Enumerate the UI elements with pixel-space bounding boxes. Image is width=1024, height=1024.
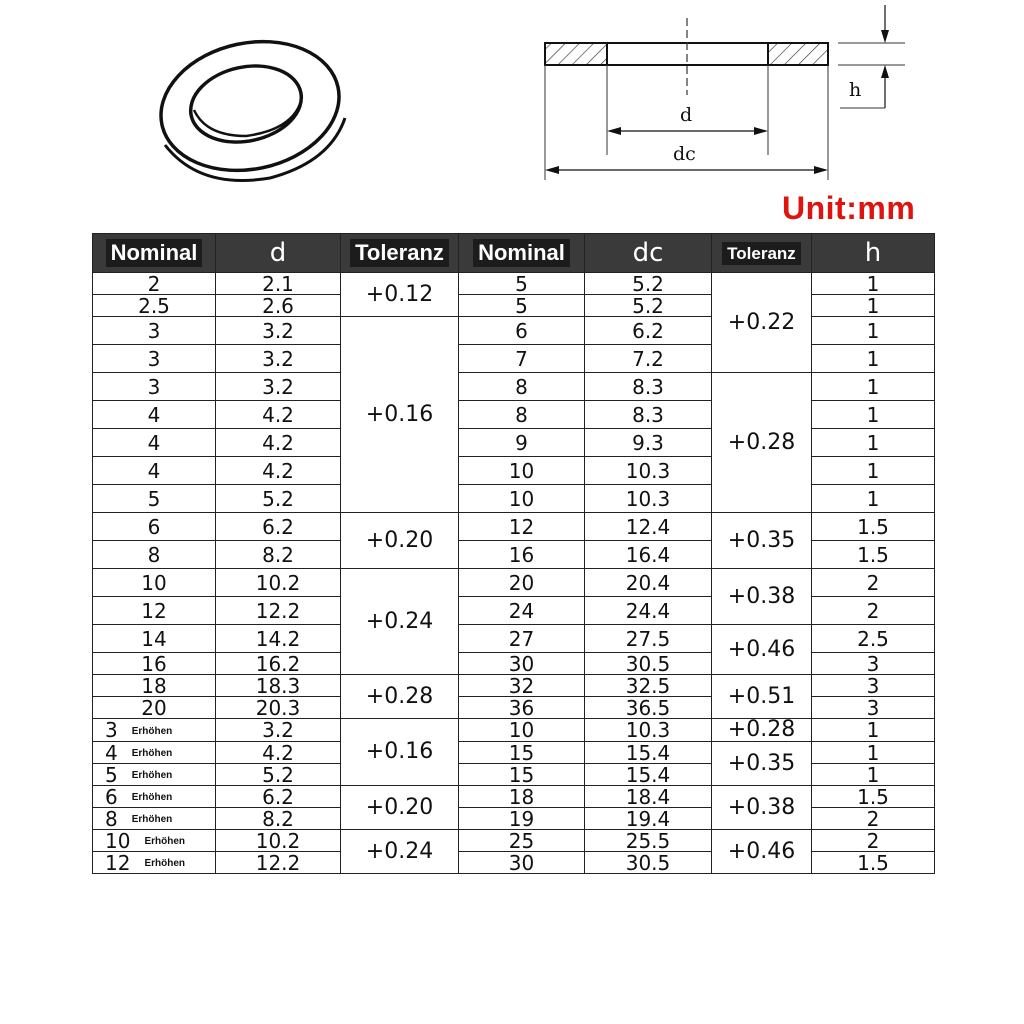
dc-cell: 7.2 [585, 345, 712, 373]
d-cell: 12.2 [216, 852, 341, 874]
table-row [93, 625, 935, 653]
tolerance-left-cell: +0.16 [341, 719, 459, 786]
nominal-right-cell: 6 [459, 317, 585, 345]
table-row [93, 373, 935, 401]
h-cell: 1.5 [812, 513, 935, 541]
h-cell: 1.5 [812, 541, 935, 569]
d-cell: 4.2 [216, 429, 341, 457]
d-cell: 5.2 [216, 485, 341, 513]
header-nominal-right: Nominal [459, 234, 585, 273]
nominal-left-cell [93, 719, 216, 742]
raised-tag: Erhöhen [131, 814, 173, 825]
h-cell: 1 [812, 764, 935, 786]
h-cell: 2 [812, 569, 935, 597]
h-cell: 1.5 [812, 852, 935, 874]
nominal-left-cell: 5 [93, 485, 216, 513]
header-tolerance-right: Toleranz [712, 234, 812, 273]
nominal-left-cell: 4 [93, 429, 216, 457]
tolerance-right-cell: +0.38 [712, 569, 812, 625]
nominal-left-cell: 3 [93, 373, 216, 401]
raised-tag: Erhöhen [131, 748, 173, 759]
nominal-left-cell [93, 742, 216, 764]
nominal-right-cell: 7 [459, 345, 585, 373]
diagram-label-d: d [680, 104, 693, 126]
unit-label: Unit:mm [782, 190, 916, 226]
d-cell: 3.2 [216, 317, 341, 345]
diagram-label-dc: dc [673, 143, 696, 165]
nominal-right-cell: 27 [459, 625, 585, 653]
nominal-left-cell: 20 [93, 697, 216, 719]
nominal-left-value: 8 [105, 807, 118, 830]
h-cell: 2.5 [812, 625, 935, 653]
tolerance-left-cell: +0.28 [341, 675, 459, 719]
dc-cell: 5.2 [585, 273, 712, 295]
tolerance-right-cell: +0.22 [712, 273, 812, 373]
dc-cell: 18.4 [585, 786, 712, 808]
h-cell: 1 [812, 719, 935, 742]
tolerance-right-cell: +0.51 [712, 675, 812, 719]
tolerance-right-cell: +0.28 [712, 373, 812, 513]
tolerance-right-cell: +0.35 [712, 513, 812, 569]
nominal-right-cell: 15 [459, 764, 585, 786]
h-cell: 1 [812, 457, 935, 485]
nominal-right-cell: 24 [459, 597, 585, 625]
nominal-right-cell: 5 [459, 273, 585, 295]
nominal-left-cell: 16 [93, 653, 216, 675]
h-cell: 2 [812, 808, 935, 830]
h-cell: 3 [812, 697, 935, 719]
d-cell: 8.2 [216, 541, 341, 569]
dc-cell: 10.3 [585, 457, 712, 485]
dc-cell: 10.3 [585, 719, 712, 742]
dc-cell: 10.3 [585, 485, 712, 513]
tolerance-right-cell: +0.38 [712, 786, 812, 830]
nominal-left-cell: 12 [93, 597, 216, 625]
d-cell: 4.2 [216, 457, 341, 485]
header-d: d [216, 234, 341, 273]
nominal-left-value: 10 [105, 829, 131, 852]
dc-cell: 8.3 [585, 401, 712, 429]
table-header-row [93, 234, 935, 273]
nominal-right-cell: 9 [459, 429, 585, 457]
nominal-left-cell: 10 [93, 569, 216, 597]
tolerance-left-cell: +0.12 [341, 273, 459, 317]
nominal-right-cell: 30 [459, 852, 585, 874]
dc-cell: 15.4 [585, 742, 712, 764]
nominal-left-cell: 4 [93, 457, 216, 485]
nominal-right-cell: 30 [459, 653, 585, 675]
tolerance-right-cell: +0.46 [712, 830, 812, 874]
nominal-left-cell: 18 [93, 675, 216, 697]
d-cell: 2.6 [216, 295, 341, 317]
nominal-left-value: 6 [105, 785, 118, 808]
table-body [93, 273, 935, 874]
nominal-left-cell: 3 [93, 317, 216, 345]
table-row [93, 786, 935, 808]
nominal-right-cell: 36 [459, 697, 585, 719]
h-cell: 2 [812, 597, 935, 625]
h-cell: 1 [812, 485, 935, 513]
nominal-left-cell: 14 [93, 625, 216, 653]
h-cell: 1 [812, 742, 935, 764]
table-row [93, 830, 935, 852]
tolerance-left-cell: +0.24 [341, 830, 459, 874]
h-cell: 1 [812, 373, 935, 401]
nominal-left-value: 3 [105, 718, 118, 742]
h-cell: 2 [812, 830, 935, 852]
d-cell: 3.2 [216, 373, 341, 401]
nominal-right-cell: 10 [459, 485, 585, 513]
nominal-left-cell: 2 [93, 273, 216, 295]
dc-cell: 30.5 [585, 852, 712, 874]
raised-tag: Erhöhen [131, 725, 173, 737]
nominal-left-value: 12 [105, 851, 131, 874]
h-cell: 1.5 [812, 786, 935, 808]
diagram-label-h: h [849, 79, 862, 101]
table-row [93, 675, 935, 697]
nominal-left-cell: 3 [93, 345, 216, 373]
nominal-right-cell: 18 [459, 786, 585, 808]
nominal-left-cell [93, 830, 216, 852]
d-cell: 4.2 [216, 401, 341, 429]
nominal-left-cell [93, 764, 216, 786]
h-cell: 3 [812, 675, 935, 697]
h-cell: 3 [812, 653, 935, 675]
h-cell: 1 [812, 317, 935, 345]
raised-tag: Erhöhen [144, 836, 186, 847]
d-cell: 5.2 [216, 764, 341, 786]
d-cell: 4.2 [216, 742, 341, 764]
nominal-left-cell [93, 808, 216, 830]
d-cell: 8.2 [216, 808, 341, 830]
nominal-right-cell: 12 [459, 513, 585, 541]
h-cell: 1 [812, 273, 935, 295]
dc-cell: 15.4 [585, 764, 712, 786]
d-cell: 10.2 [216, 569, 341, 597]
d-cell: 6.2 [216, 786, 341, 808]
nominal-right-cell: 8 [459, 401, 585, 429]
tolerance-left-cell: +0.20 [341, 786, 459, 830]
tolerance-left-cell: +0.24 [341, 569, 459, 675]
d-cell: 18.3 [216, 675, 341, 697]
dc-cell: 24.4 [585, 597, 712, 625]
header-h: h [812, 234, 935, 273]
nominal-right-cell: 19 [459, 808, 585, 830]
dc-cell: 20.4 [585, 569, 712, 597]
raised-tag: Erhöhen [131, 770, 173, 781]
table-row [93, 719, 935, 742]
d-cell: 3.2 [216, 719, 341, 742]
d-cell: 16.2 [216, 653, 341, 675]
nominal-right-cell: 15 [459, 742, 585, 764]
d-cell: 2.1 [216, 273, 341, 295]
d-cell: 12.2 [216, 597, 341, 625]
tolerance-right-cell: +0.28 [712, 719, 812, 742]
d-cell: 14.2 [216, 625, 341, 653]
h-cell: 1 [812, 401, 935, 429]
table-row [93, 273, 935, 295]
d-cell: 6.2 [216, 513, 341, 541]
nominal-right-cell: 5 [459, 295, 585, 317]
nominal-left-cell: 6 [93, 513, 216, 541]
header-dc: dc [585, 234, 712, 273]
dc-cell: 12.4 [585, 513, 712, 541]
nominal-left-cell: 8 [93, 541, 216, 569]
raised-tag: Erhöhen [144, 858, 186, 869]
header-tolerance-left: Toleranz [341, 234, 459, 273]
washer-size-table [92, 233, 935, 874]
tolerance-right-cell: +0.46 [712, 625, 812, 675]
dc-cell: 8.3 [585, 373, 712, 401]
dc-cell: 9.3 [585, 429, 712, 457]
table-row [93, 513, 935, 541]
table-row [93, 569, 935, 597]
tolerance-left-cell: +0.16 [341, 317, 459, 513]
nominal-right-cell: 32 [459, 675, 585, 697]
nominal-left-value: 5 [105, 763, 118, 786]
nominal-right-cell: 20 [459, 569, 585, 597]
dc-cell: 16.4 [585, 541, 712, 569]
dc-cell: 25.5 [585, 830, 712, 852]
header-nominal-left: Nominal [93, 234, 216, 273]
d-cell: 3.2 [216, 345, 341, 373]
dc-cell: 19.4 [585, 808, 712, 830]
raised-tag: Erhöhen [131, 792, 173, 803]
tolerance-right-cell: +0.35 [712, 742, 812, 786]
h-cell: 1 [812, 429, 935, 457]
dc-cell: 30.5 [585, 653, 712, 675]
nominal-left-cell: 4 [93, 401, 216, 429]
washer-perspective-view [149, 26, 351, 187]
dc-cell: 27.5 [585, 625, 712, 653]
nominal-right-cell: 16 [459, 541, 585, 569]
dc-cell: 5.2 [585, 295, 712, 317]
nominal-left-cell: 2.5 [93, 295, 216, 317]
h-cell: 1 [812, 345, 935, 373]
nominal-right-cell: 10 [459, 457, 585, 485]
h-cell: 1 [812, 295, 935, 317]
dc-cell: 36.5 [585, 697, 712, 719]
d-cell: 10.2 [216, 830, 341, 852]
dc-cell: 6.2 [585, 317, 712, 345]
dc-cell: 32.5 [585, 675, 712, 697]
nominal-left-cell [93, 852, 216, 874]
tolerance-left-cell: +0.20 [341, 513, 459, 569]
table-row [93, 742, 935, 764]
nominal-right-cell: 10 [459, 719, 585, 742]
nominal-right-cell: 25 [459, 830, 585, 852]
d-cell: 20.3 [216, 697, 341, 719]
nominal-left-cell [93, 786, 216, 808]
nominal-right-cell: 8 [459, 373, 585, 401]
nominal-left-value: 4 [105, 741, 118, 764]
